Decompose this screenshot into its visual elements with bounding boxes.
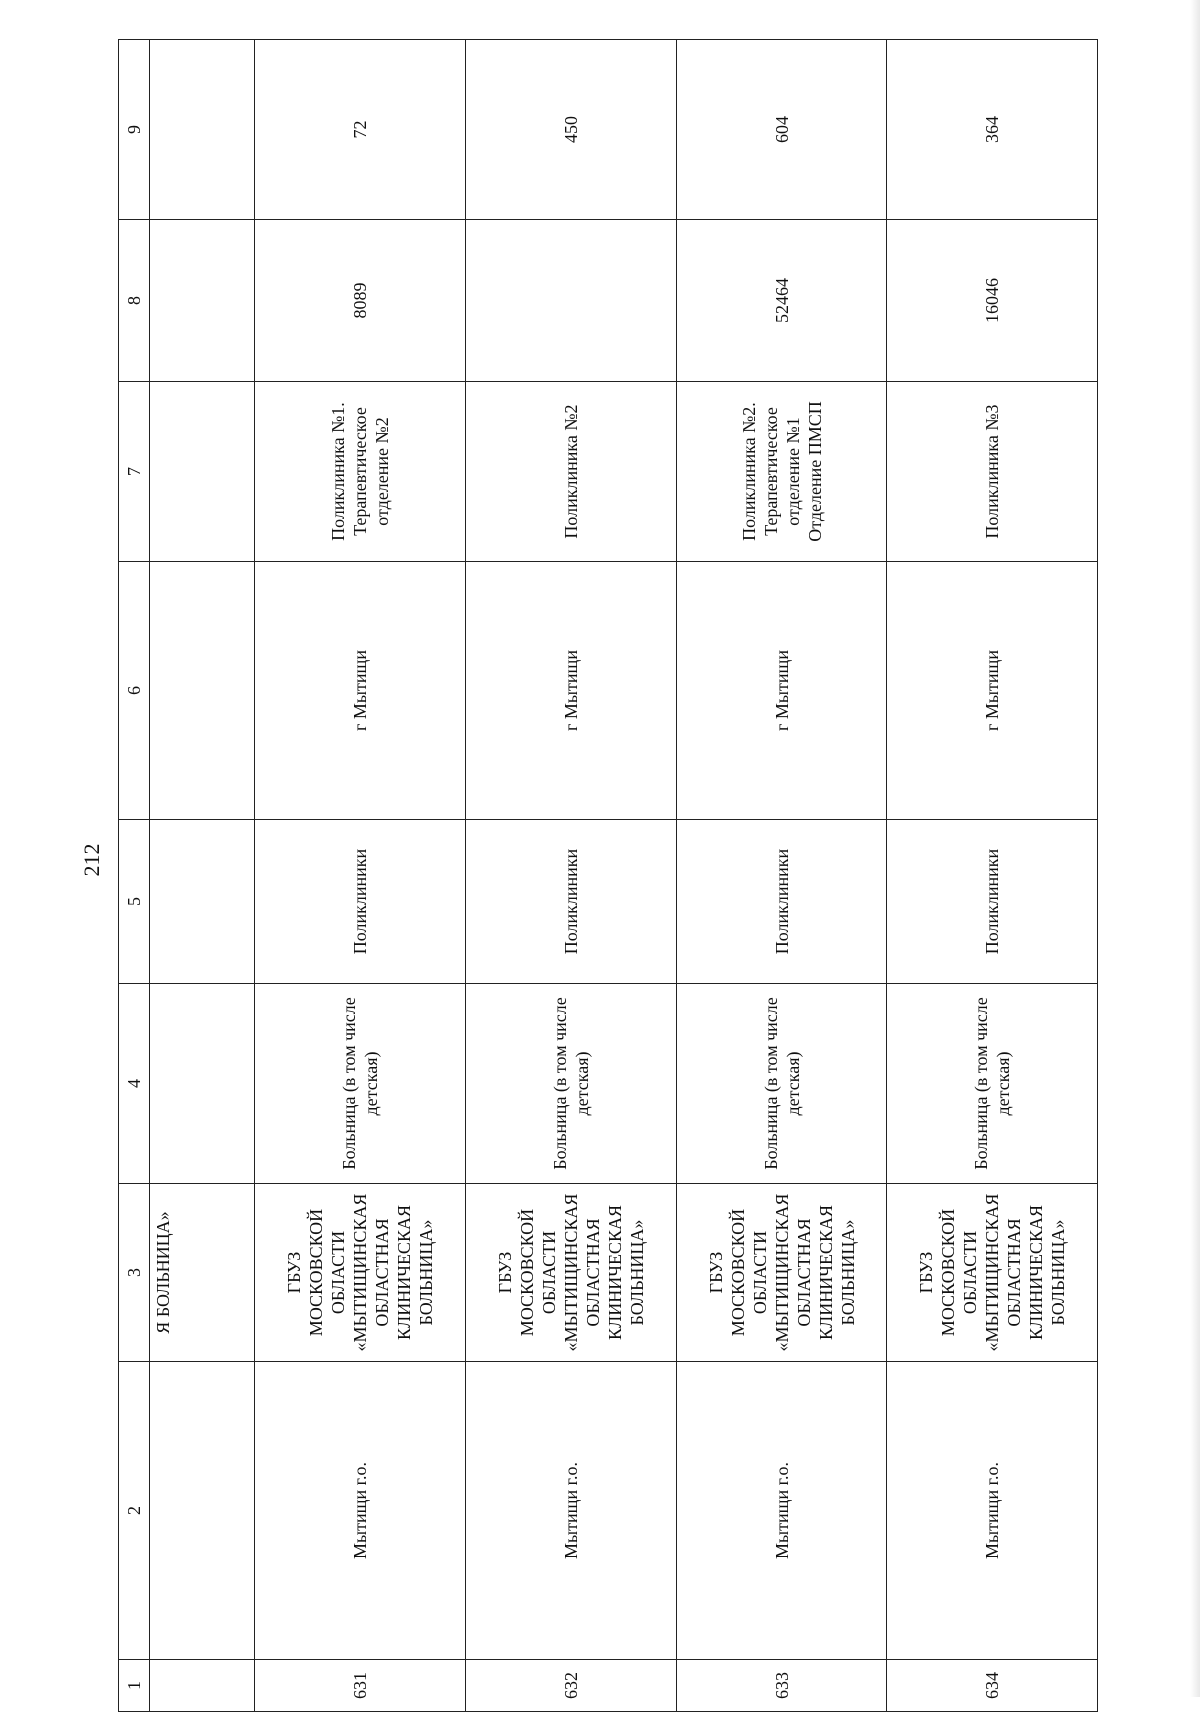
department-cell: Поликлиника №1. Терапевтическое отделение №2 [255,382,466,562]
cont-cell-4 [150,984,255,1184]
table-row [255,40,466,1712]
department-cell: Поликлиника №2 [466,382,677,562]
column-header-8: 8 [119,220,150,382]
table-row [676,40,887,1712]
locality-cell: г Мытищи [466,562,677,820]
municipality-cell: Мытищи г.о. [676,1362,887,1660]
row-number: 634 [887,1660,1098,1712]
facility-type-cell: Больница (в том числе детская) [676,984,887,1184]
organization-cell: ГБУЗ МОСКОВСКОЙ ОБЛАСТИ «МЫТИЩИНСКАЯ ОБЛАСТНАЯ КЛИНИЧЕСКАЯ БОЛЬНИЦА» [255,1184,466,1362]
locality-cell: г Мытищи [255,562,466,820]
column-header-6: 6 [119,562,150,820]
value-cell-9: 72 [255,40,466,220]
locality-cell: г Мытищи [676,562,887,820]
department-cell: Поликлиника №3 [887,382,1098,562]
cont-cell-organization: Я БОЛЬНИЦА» [150,1184,255,1362]
column-header-1: 1 [119,1660,150,1712]
value-cell-8: 52464 [676,220,887,382]
unit-type-cell: Поликлиники [887,820,1098,984]
column-number-row [119,40,150,1712]
organization-cell: ГБУЗ МОСКОВСКОЙ ОБЛАСТИ «МЫТИЩИНСКАЯ ОБЛАСТНАЯ КЛИНИЧЕСКАЯ БОЛЬНИЦА» [466,1184,677,1362]
municipality-cell: Мытищи г.о. [887,1362,1098,1660]
facility-type-cell: Больница (в том числе детская) [887,984,1098,1184]
value-cell-8: 8089 [255,220,466,382]
table-row [887,40,1098,1712]
column-header-3: 3 [119,1184,150,1362]
column-header-5: 5 [119,820,150,984]
facility-type-cell: Больница (в том числе детская) [255,984,466,1184]
unit-type-cell: Поликлиники [676,820,887,984]
column-header-7: 7 [119,382,150,562]
row-number: 631 [255,1660,466,1712]
row-number: 632 [466,1660,677,1712]
unit-type-cell: Поликлиники [255,820,466,984]
cont-cell-2 [150,1362,255,1660]
locality-cell: г Мытищи [887,562,1098,820]
column-header-9: 9 [119,40,150,220]
value-cell-9: 364 [887,40,1098,220]
column-header-4: 4 [119,984,150,1184]
facility-type-cell: Больница (в том числе детская) [466,984,677,1184]
cont-cell-8 [150,220,255,382]
municipality-cell: Мытищи г.о. [255,1362,466,1660]
cont-cell-9 [150,40,255,220]
cont-cell-6 [150,562,255,820]
value-cell-9: 450 [466,40,677,220]
continuation-row [150,40,255,1712]
scan-edge [1190,0,1200,1697]
value-cell-9: 604 [676,40,887,220]
unit-type-cell: Поликлиники [466,820,677,984]
cont-cell-5 [150,820,255,984]
column-header-2: 2 [119,1362,150,1660]
facilities-table [118,39,1098,1712]
page-number: 212 [79,843,104,877]
organization-cell: ГБУЗ МОСКОВСКОЙ ОБЛАСТИ «МЫТИЩИНСКАЯ ОБЛАСТНАЯ КЛИНИЧЕСКАЯ БОЛЬНИЦА» [676,1184,887,1362]
value-cell-8: 16046 [887,220,1098,382]
table-row [466,40,677,1712]
row-number: 633 [676,1660,887,1712]
cont-cell-7 [150,382,255,562]
municipality-cell: Мытищи г.о. [466,1362,677,1660]
organization-cell: ГБУЗ МОСКОВСКОЙ ОБЛАСТИ «МЫТИЩИНСКАЯ ОБЛАСТНАЯ КЛИНИЧЕСКАЯ БОЛЬНИЦА» [887,1184,1098,1362]
department-cell: Поликлиника №2. Терапевтическое отделение №1 Отделение ПМСП [676,382,887,562]
rotated-table-container [118,40,1098,1712]
value-cell-8 [466,220,677,382]
cont-cell-1 [150,1660,255,1712]
